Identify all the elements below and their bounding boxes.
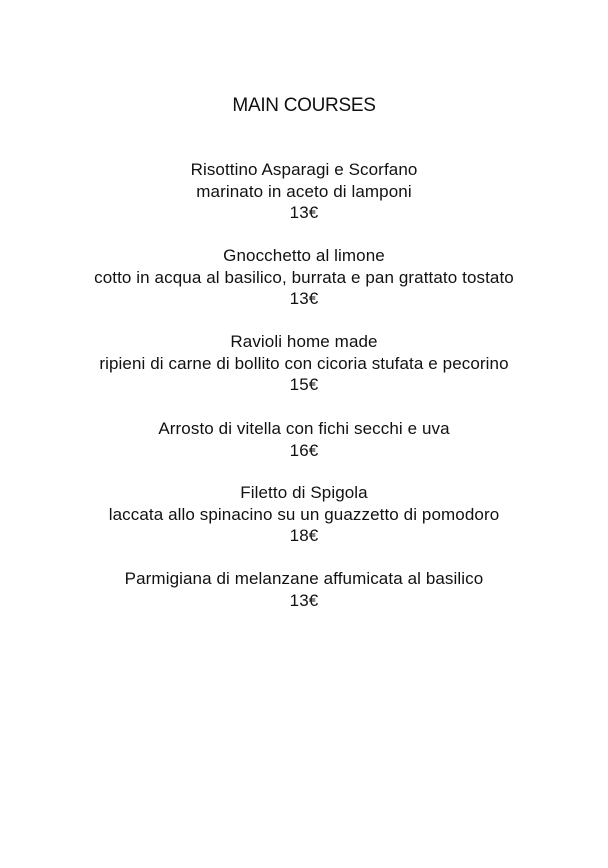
- dish-ravioli: [0, 331, 608, 396]
- dish-description: marinato in aceto di lamponi: [196, 181, 412, 201]
- dish-risottino: [0, 159, 608, 224]
- dish-gnocchetto: [0, 245, 608, 310]
- dish-name: Arrosto di vitella con fichi secchi e uva: [158, 419, 450, 438]
- dish-price: 13€: [289, 289, 319, 308]
- dish-price: 13€: [289, 203, 319, 222]
- section-title: MAIN COURSES: [232, 95, 376, 116]
- dish-price: 13€: [289, 590, 319, 610]
- dish-name: Risottino Asparagi e Scorfano: [190, 160, 418, 179]
- dish-description: ripieni di carne di bollito con cicoria stufata e pecorino: [99, 353, 509, 373]
- dish-name: Parmigiana di melanzane affumicata al basilico: [124, 569, 484, 588]
- dish-filetto: [0, 482, 608, 547]
- dish-price: 15€: [289, 375, 319, 394]
- dish-parmigiana: [0, 568, 608, 611]
- dish-arrosto: [0, 418, 608, 461]
- dish-price: 16€: [289, 440, 319, 460]
- dish-price: 18€: [289, 526, 319, 545]
- dish-name: Gnocchetto al limone: [223, 246, 385, 265]
- dish-name: Filetto di Spigola: [240, 483, 368, 502]
- dish-description: cotto in acqua al basilico, burrata e pan grattato tostato: [94, 267, 514, 287]
- dish-description: laccata allo spinacino su un guazzetto di pomodoro: [108, 504, 500, 524]
- dish-name: Ravioli home made: [230, 332, 378, 351]
